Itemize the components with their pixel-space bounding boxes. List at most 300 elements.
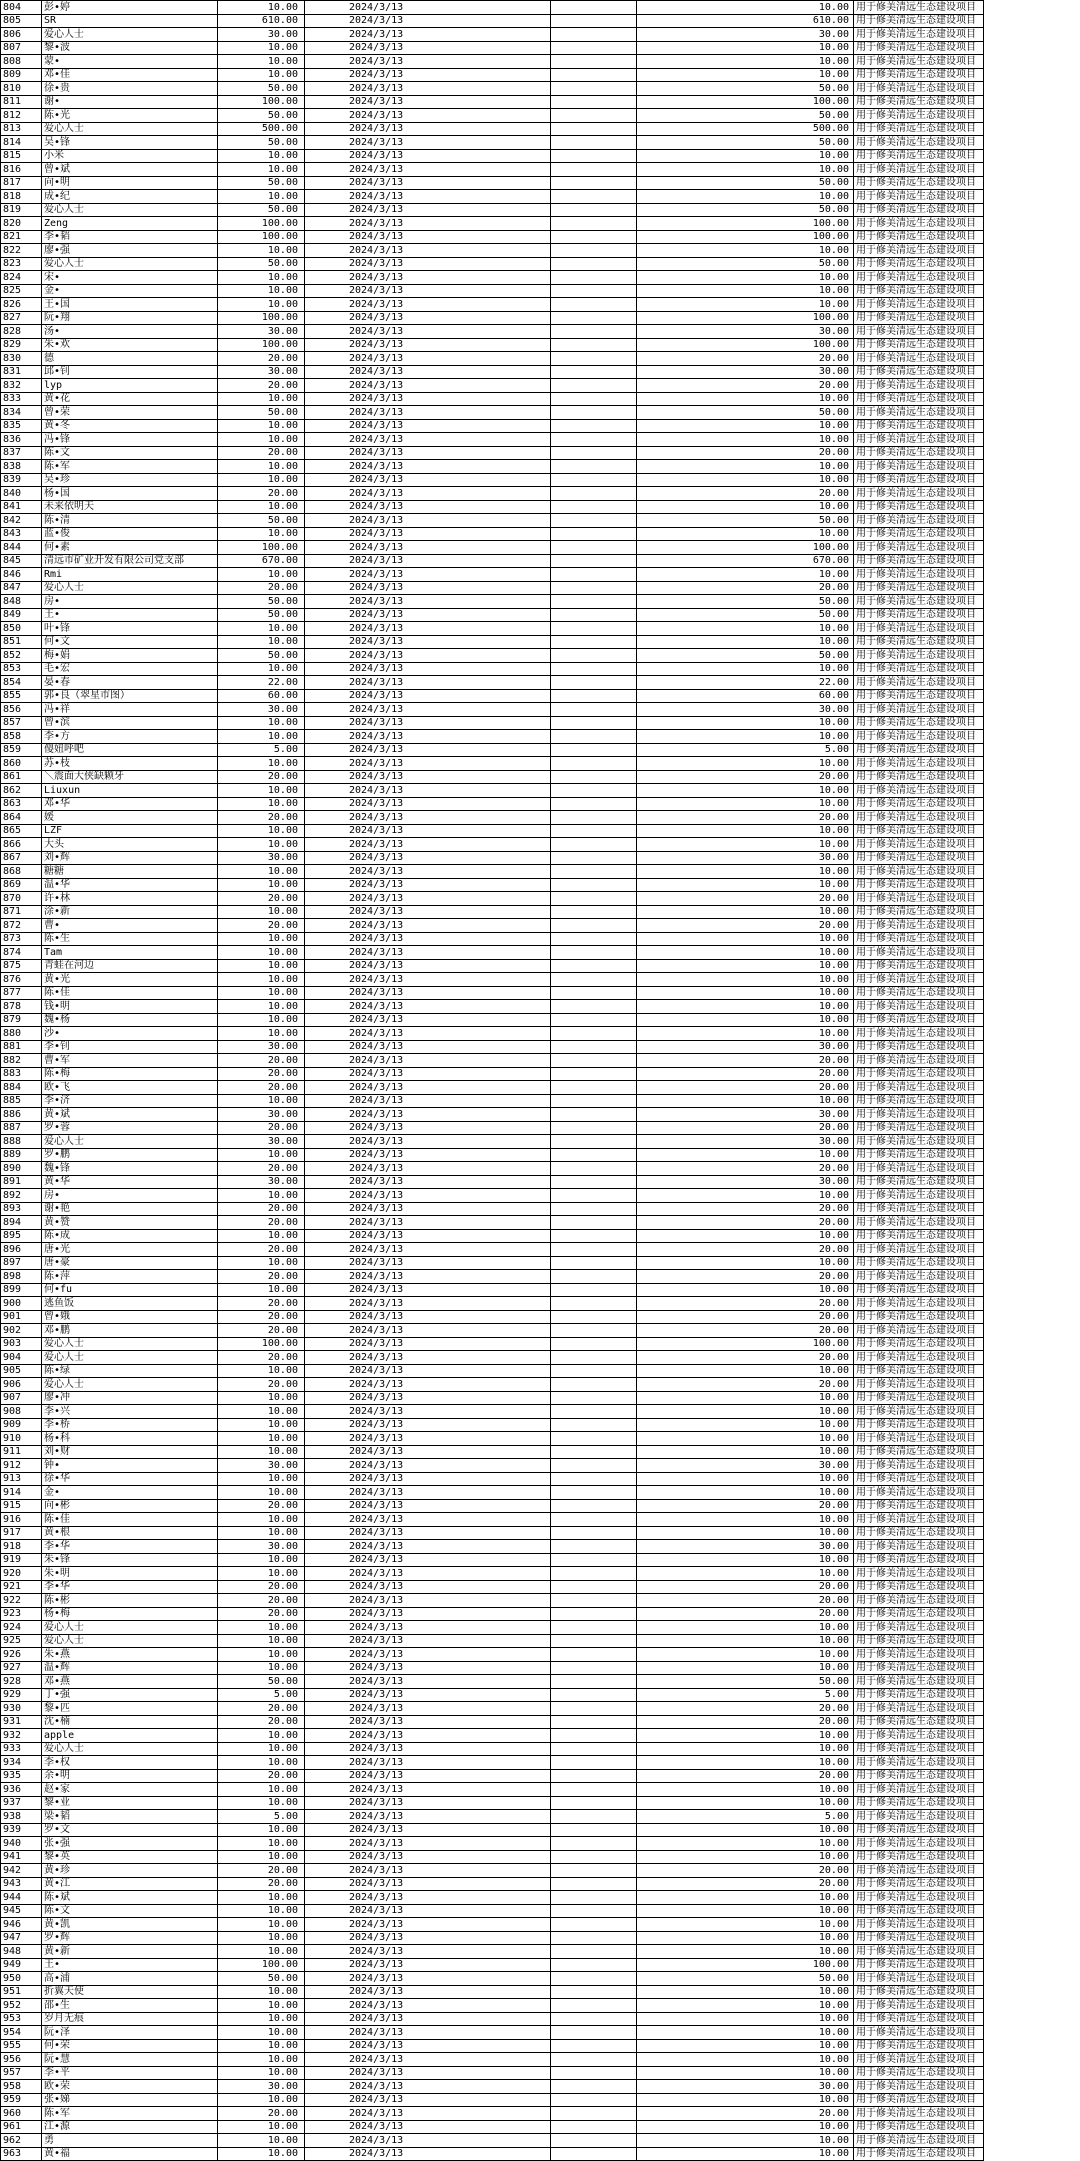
purpose: 用于修美清远生态建设项目 <box>854 865 984 879</box>
donation-amount: 50.00 <box>218 1675 305 1689</box>
donor-name: 吴•珍 <box>42 473 218 487</box>
row-number: 895 <box>1 1229 42 1243</box>
donation-amount: 100.00 <box>218 541 305 555</box>
blank-cell <box>551 892 637 906</box>
table-row <box>1 1864 984 1878</box>
donation-date: 2024/3/13 <box>305 595 551 609</box>
table-row <box>1 1081 984 1095</box>
donation-date: 2024/3/13 <box>305 1810 551 1824</box>
blank-cell <box>551 1661 637 1675</box>
donation-date: 2024/3/13 <box>305 1 551 15</box>
donor-name: 廖•强 <box>42 244 218 258</box>
donation-date: 2024/3/13 <box>305 1634 551 1648</box>
donation-amount: 50.00 <box>218 608 305 622</box>
expenditure-amount: 10.00 <box>637 973 854 987</box>
row-number: 949 <box>1 1958 42 1972</box>
purpose: 用于修美清远生态建设项目 <box>854 1270 984 1284</box>
row-number: 934 <box>1 1756 42 1770</box>
expenditure-amount: 10.00 <box>637 68 854 82</box>
donation-amount: 10.00 <box>218 2120 305 2134</box>
row-number: 910 <box>1 1432 42 1446</box>
row-number: 859 <box>1 743 42 757</box>
row-number: 930 <box>1 1702 42 1716</box>
row-number: 933 <box>1 1742 42 1756</box>
expenditure-amount: 30.00 <box>637 2080 854 2094</box>
table-row <box>1 419 984 433</box>
row-number: 907 <box>1 1391 42 1405</box>
donation-date: 2024/3/13 <box>305 676 551 690</box>
table-row <box>1 2093 984 2107</box>
table-row <box>1 1513 984 1527</box>
purpose: 用于修美清远生态建设项目 <box>854 919 984 933</box>
donor-name: 邓•华 <box>42 797 218 811</box>
purpose: 用于修美清远生态建设项目 <box>854 2093 984 2107</box>
donor-name: 梅•娟 <box>42 649 218 663</box>
donation-date: 2024/3/13 <box>305 1162 551 1176</box>
donation-amount: 30.00 <box>218 325 305 339</box>
blank-cell <box>551 905 637 919</box>
donation-amount: 20.00 <box>218 2107 305 2121</box>
expenditure-amount: 10.00 <box>637 1364 854 1378</box>
donor-name: 何•素 <box>42 541 218 555</box>
donation-date: 2024/3/13 <box>305 1999 551 2013</box>
expenditure-amount: 10.00 <box>637 1027 854 1041</box>
expenditure-amount: 10.00 <box>637 1904 854 1918</box>
blank-cell <box>551 28 637 42</box>
donation-amount: 20.00 <box>218 770 305 784</box>
expenditure-amount: 20.00 <box>637 379 854 393</box>
expenditure-amount: 10.00 <box>637 1634 854 1648</box>
donation-amount: 30.00 <box>218 365 305 379</box>
donation-amount: 10.00 <box>218 1013 305 1027</box>
purpose: 用于修美清远生态建设项目 <box>854 1567 984 1581</box>
blank-cell <box>551 878 637 892</box>
donor-name: 黄•根 <box>42 1526 218 1540</box>
table-row <box>1 1931 984 1945</box>
blank-cell <box>551 446 637 460</box>
table-row <box>1 1634 984 1648</box>
donor-name: 陈•光 <box>42 109 218 123</box>
donor-name: 高•浦 <box>42 1972 218 1986</box>
purpose: 用于修美清远生态建设项目 <box>854 1040 984 1054</box>
table-row <box>1 1243 984 1257</box>
donation-date: 2024/3/13 <box>305 1580 551 1594</box>
row-number: 913 <box>1 1472 42 1486</box>
row-number: 809 <box>1 68 42 82</box>
donation-amount: 10.00 <box>218 1364 305 1378</box>
row-number: 938 <box>1 1810 42 1824</box>
donor-name: 阮•泽 <box>42 2026 218 2040</box>
purpose: 用于修美清远生态建设项目 <box>854 419 984 433</box>
blank-cell <box>551 1216 637 1230</box>
expenditure-amount: 10.00 <box>637 1472 854 1486</box>
blank-cell <box>551 1634 637 1648</box>
row-number: 880 <box>1 1027 42 1041</box>
donor-name: 青蛙在河边 <box>42 959 218 973</box>
table-row <box>1 1256 984 1270</box>
donation-date: 2024/3/13 <box>305 1499 551 1513</box>
table-row <box>1 1783 984 1797</box>
table-row <box>1 1756 984 1770</box>
blank-cell <box>551 1337 637 1351</box>
donor-name: 黄•珍 <box>42 1864 218 1878</box>
donation-amount: 20.00 <box>218 487 305 501</box>
donation-amount: 10.00 <box>218 1742 305 1756</box>
purpose: 用于修美清远生态建设项目 <box>854 149 984 163</box>
donation-date: 2024/3/13 <box>305 2039 551 2053</box>
row-number: 840 <box>1 487 42 501</box>
blank-cell <box>551 487 637 501</box>
blank-cell <box>551 1594 637 1608</box>
row-number: 963 <box>1 2147 42 2161</box>
donation-amount: 20.00 <box>218 446 305 460</box>
row-number: 924 <box>1 1621 42 1635</box>
purpose: 用于修美清远生态建设项目 <box>854 1216 984 1230</box>
purpose: 用于修美清远生态建设项目 <box>854 2134 984 2148</box>
blank-cell <box>551 379 637 393</box>
donor-name: 邓•鹏 <box>42 1324 218 1338</box>
row-number: 894 <box>1 1216 42 1230</box>
donation-amount: 100.00 <box>218 217 305 231</box>
donation-date: 2024/3/13 <box>305 1418 551 1432</box>
row-number: 856 <box>1 703 42 717</box>
expenditure-amount: 30.00 <box>637 1108 854 1122</box>
row-number: 807 <box>1 41 42 55</box>
donation-amount: 10.00 <box>218 1783 305 1797</box>
purpose: 用于修美清远生态建设项目 <box>854 1391 984 1405</box>
purpose: 用于修美清远生态建设项目 <box>854 973 984 987</box>
table-row <box>1 163 984 177</box>
donation-date: 2024/3/13 <box>305 1513 551 1527</box>
row-number: 857 <box>1 716 42 730</box>
table-row <box>1 743 984 757</box>
expenditure-amount: 10.00 <box>637 41 854 55</box>
expenditure-amount: 20.00 <box>637 446 854 460</box>
expenditure-amount: 30.00 <box>637 28 854 42</box>
donation-amount: 20.00 <box>218 379 305 393</box>
purpose: 用于修美清远生态建设项目 <box>854 662 984 676</box>
row-number: 920 <box>1 1567 42 1581</box>
expenditure-amount: 50.00 <box>637 649 854 663</box>
donor-name: 赵•家 <box>42 1783 218 1797</box>
table-row <box>1 595 984 609</box>
table-row <box>1 1324 984 1338</box>
donor-name: 黄•赞 <box>42 1216 218 1230</box>
blank-cell <box>551 257 637 271</box>
donation-amount: 10.00 <box>218 1837 305 1851</box>
donation-date: 2024/3/13 <box>305 1310 551 1324</box>
blank-cell <box>551 838 637 852</box>
blank-cell <box>551 1985 637 1999</box>
table-row <box>1 1391 984 1405</box>
expenditure-amount: 10.00 <box>637 757 854 771</box>
purpose: 用于修美清远生态建设项目 <box>854 257 984 271</box>
donation-date: 2024/3/13 <box>305 1297 551 1311</box>
donor-name: 许•林 <box>42 892 218 906</box>
donor-name: 罗•鹏 <box>42 1148 218 1162</box>
row-number: 863 <box>1 797 42 811</box>
expenditure-amount: 10.00 <box>637 1729 854 1743</box>
blank-cell <box>551 1364 637 1378</box>
donor-name: 张•娣 <box>42 2093 218 2107</box>
expenditure-amount: 10.00 <box>637 1189 854 1203</box>
blank-cell <box>551 392 637 406</box>
purpose: 用于修美清远生态建设项目 <box>854 190 984 204</box>
row-number: 954 <box>1 2026 42 2040</box>
purpose: 用于修美清远生态建设项目 <box>854 635 984 649</box>
blank-cell <box>551 1189 637 1203</box>
blank-cell <box>551 2026 637 2040</box>
donor-name: 金• <box>42 1486 218 1500</box>
donation-date: 2024/3/13 <box>305 1175 551 1189</box>
purpose: 用于修美清远生态建设项目 <box>854 1999 984 2013</box>
donor-name: 大头 <box>42 838 218 852</box>
table-row <box>1 1405 984 1419</box>
table-row <box>1 203 984 217</box>
donation-date: 2024/3/13 <box>305 122 551 136</box>
purpose: 用于修美清远生态建设项目 <box>854 1405 984 1419</box>
row-number: 929 <box>1 1688 42 1702</box>
donation-date: 2024/3/13 <box>305 527 551 541</box>
purpose: 用于修美清远生态建设项目 <box>854 1850 984 1864</box>
donation-date: 2024/3/13 <box>305 2026 551 2040</box>
donation-amount: 50.00 <box>218 257 305 271</box>
purpose: 用于修美清远生态建设项目 <box>854 986 984 1000</box>
donor-name: 谢•艳 <box>42 1202 218 1216</box>
blank-cell <box>551 1742 637 1756</box>
donation-amount: 10.00 <box>218 271 305 285</box>
blank-cell <box>551 2039 637 2053</box>
table-row <box>1 865 984 879</box>
donation-amount: 10.00 <box>218 460 305 474</box>
donation-date: 2024/3/13 <box>305 1648 551 1662</box>
table-row <box>1 1945 984 1959</box>
blank-cell <box>551 811 637 825</box>
expenditure-amount: 10.00 <box>637 797 854 811</box>
expenditure-amount: 50.00 <box>637 176 854 190</box>
row-number: 854 <box>1 676 42 690</box>
donor-name: 冯•锋 <box>42 433 218 447</box>
row-number: 958 <box>1 2080 42 2094</box>
purpose: 用于修美清远生态建设项目 <box>854 1648 984 1662</box>
donation-amount: 10.00 <box>218 1283 305 1297</box>
donation-amount: 30.00 <box>218 851 305 865</box>
donation-date: 2024/3/13 <box>305 743 551 757</box>
purpose: 用于修美清远生态建设项目 <box>854 1256 984 1270</box>
expenditure-amount: 50.00 <box>637 257 854 271</box>
expenditure-amount: 50.00 <box>637 1675 854 1689</box>
donation-date: 2024/3/13 <box>305 1945 551 1959</box>
donation-date: 2024/3/13 <box>305 1486 551 1500</box>
table-row <box>1 1648 984 1662</box>
donation-amount: 670.00 <box>218 554 305 568</box>
row-number: 867 <box>1 851 42 865</box>
donation-date: 2024/3/13 <box>305 284 551 298</box>
row-number: 947 <box>1 1931 42 1945</box>
table-row <box>1 1108 984 1122</box>
blank-cell <box>551 1931 637 1945</box>
donation-amount: 30.00 <box>218 703 305 717</box>
donor-name: 黄•冬 <box>42 419 218 433</box>
donor-name: 爱心人士 <box>42 1351 218 1365</box>
table-row <box>1 1729 984 1743</box>
donation-amount: 30.00 <box>218 28 305 42</box>
donor-name: 黄•花 <box>42 392 218 406</box>
table-row <box>1 905 984 919</box>
blank-cell <box>551 244 637 258</box>
donor-name: lyp <box>42 379 218 393</box>
purpose: 用于修美清远生态建设项目 <box>854 1742 984 1756</box>
expenditure-amount: 50.00 <box>637 136 854 150</box>
table-row <box>1 1364 984 1378</box>
blank-cell <box>551 1675 637 1689</box>
table-row <box>1 1594 984 1608</box>
expenditure-amount: 10.00 <box>637 190 854 204</box>
blank-cell <box>551 622 637 636</box>
donor-name: LZF <box>42 824 218 838</box>
donor-name: 陈•文 <box>42 446 218 460</box>
expenditure-amount: 20.00 <box>637 1594 854 1608</box>
expenditure-amount: 10.00 <box>637 1621 854 1635</box>
donation-date: 2024/3/13 <box>305 649 551 663</box>
donor-name: 曾•斌 <box>42 163 218 177</box>
purpose: 用于修美清远生态建设项目 <box>854 473 984 487</box>
donation-date: 2024/3/13 <box>305 1904 551 1918</box>
donation-date: 2024/3/13 <box>305 1108 551 1122</box>
table-row <box>1 1135 984 1149</box>
table-row <box>1 1270 984 1284</box>
blank-cell <box>551 554 637 568</box>
expenditure-amount: 50.00 <box>637 608 854 622</box>
expenditure-amount: 20.00 <box>637 1378 854 1392</box>
blank-cell <box>551 1580 637 1594</box>
donation-date: 2024/3/13 <box>305 1742 551 1756</box>
row-number: 811 <box>1 95 42 109</box>
row-number: 936 <box>1 1783 42 1797</box>
donation-date: 2024/3/13 <box>305 1823 551 1837</box>
donation-date: 2024/3/13 <box>305 1769 551 1783</box>
row-number: 889 <box>1 1148 42 1162</box>
purpose: 用于修美清远生态建设项目 <box>854 824 984 838</box>
row-number: 821 <box>1 230 42 244</box>
table-row <box>1 676 984 690</box>
donation-amount: 50.00 <box>218 1972 305 1986</box>
donation-amount: 10.00 <box>218 1405 305 1419</box>
row-number: 858 <box>1 730 42 744</box>
donation-date: 2024/3/13 <box>305 325 551 339</box>
blank-cell <box>551 1607 637 1621</box>
expenditure-amount: 30.00 <box>637 1135 854 1149</box>
row-number: 866 <box>1 838 42 852</box>
donation-date: 2024/3/13 <box>305 136 551 150</box>
purpose: 用于修美清远生态建设项目 <box>854 1418 984 1432</box>
donor-name: 叶•锋 <box>42 622 218 636</box>
blank-cell <box>551 82 637 96</box>
donor-name: 勇 <box>42 2134 218 2148</box>
purpose: 用于修美清远生态建设项目 <box>854 1607 984 1621</box>
table-row <box>1 122 984 136</box>
donation-amount: 10.00 <box>218 973 305 987</box>
purpose: 用于修美清远生态建设项目 <box>854 1634 984 1648</box>
donor-name: Rmi <box>42 568 218 582</box>
expenditure-amount: 20.00 <box>637 1310 854 1324</box>
donation-date: 2024/3/13 <box>305 716 551 730</box>
purpose: 用于修美清远生态建设项目 <box>854 1864 984 1878</box>
table-row <box>1 514 984 528</box>
table-row <box>1 527 984 541</box>
purpose: 用于修美清远生态建设项目 <box>854 1661 984 1675</box>
donation-date: 2024/3/13 <box>305 824 551 838</box>
donation-date: 2024/3/13 <box>305 1067 551 1081</box>
blank-cell <box>551 419 637 433</box>
purpose: 用于修美清远生态建设项目 <box>854 1621 984 1635</box>
purpose: 用于修美清远生态建设项目 <box>854 1000 984 1014</box>
expenditure-amount: 10.00 <box>637 1945 854 1959</box>
donation-amount: 10.00 <box>218 1027 305 1041</box>
table-row <box>1 1715 984 1729</box>
blank-cell <box>551 2012 637 2026</box>
table-row <box>1 1621 984 1635</box>
blank-cell <box>551 1621 637 1635</box>
expenditure-amount: 10.00 <box>637 2039 854 2053</box>
donation-date: 2024/3/13 <box>305 919 551 933</box>
table-row <box>1 95 984 109</box>
expenditure-amount: 10.00 <box>637 824 854 838</box>
row-number: 932 <box>1 1729 42 1743</box>
donation-amount: 10.00 <box>218 433 305 447</box>
purpose: 用于修美清远生态建设项目 <box>854 14 984 28</box>
row-number: 834 <box>1 406 42 420</box>
donation-date: 2024/3/13 <box>305 14 551 28</box>
expenditure-amount: 10.00 <box>637 2026 854 2040</box>
blank-cell <box>551 433 637 447</box>
table-row <box>1 1580 984 1594</box>
purpose: 用于修美清远生态建设项目 <box>854 1945 984 1959</box>
donor-name: 黄•江 <box>42 1877 218 1891</box>
donation-amount: 10.00 <box>218 419 305 433</box>
blank-cell <box>551 865 637 879</box>
donor-name: 黄•新 <box>42 1945 218 1959</box>
table-row <box>1 1891 984 1905</box>
donation-amount: 10.00 <box>218 500 305 514</box>
expenditure-amount: 10.00 <box>637 716 854 730</box>
row-number: 810 <box>1 82 42 96</box>
table-row <box>1 608 984 622</box>
blank-cell <box>551 500 637 514</box>
blank-cell <box>551 1202 637 1216</box>
purpose: 用于修美清远生态建设项目 <box>854 1 984 15</box>
donation-date: 2024/3/13 <box>305 1972 551 1986</box>
donor-name: 蓝•俊 <box>42 527 218 541</box>
table-row <box>1 28 984 42</box>
donation-date: 2024/3/13 <box>305 311 551 325</box>
donation-amount: 20.00 <box>218 1499 305 1513</box>
expenditure-amount: 10.00 <box>637 730 854 744</box>
expenditure-amount: 10.00 <box>637 1229 854 1243</box>
blank-cell <box>551 1081 637 1095</box>
row-number: 822 <box>1 244 42 258</box>
donor-name: 沈•楠 <box>42 1715 218 1729</box>
donor-name: 糖糖 <box>42 865 218 879</box>
blank-cell <box>551 770 637 784</box>
donation-amount: 10.00 <box>218 959 305 973</box>
donation-date: 2024/3/13 <box>305 392 551 406</box>
donation-date: 2024/3/13 <box>305 406 551 420</box>
row-number: 884 <box>1 1081 42 1095</box>
purpose: 用于修美清远生态建设项目 <box>854 2026 984 2040</box>
blank-cell <box>551 1972 637 1986</box>
purpose: 用于修美清远生态建设项目 <box>854 1526 984 1540</box>
